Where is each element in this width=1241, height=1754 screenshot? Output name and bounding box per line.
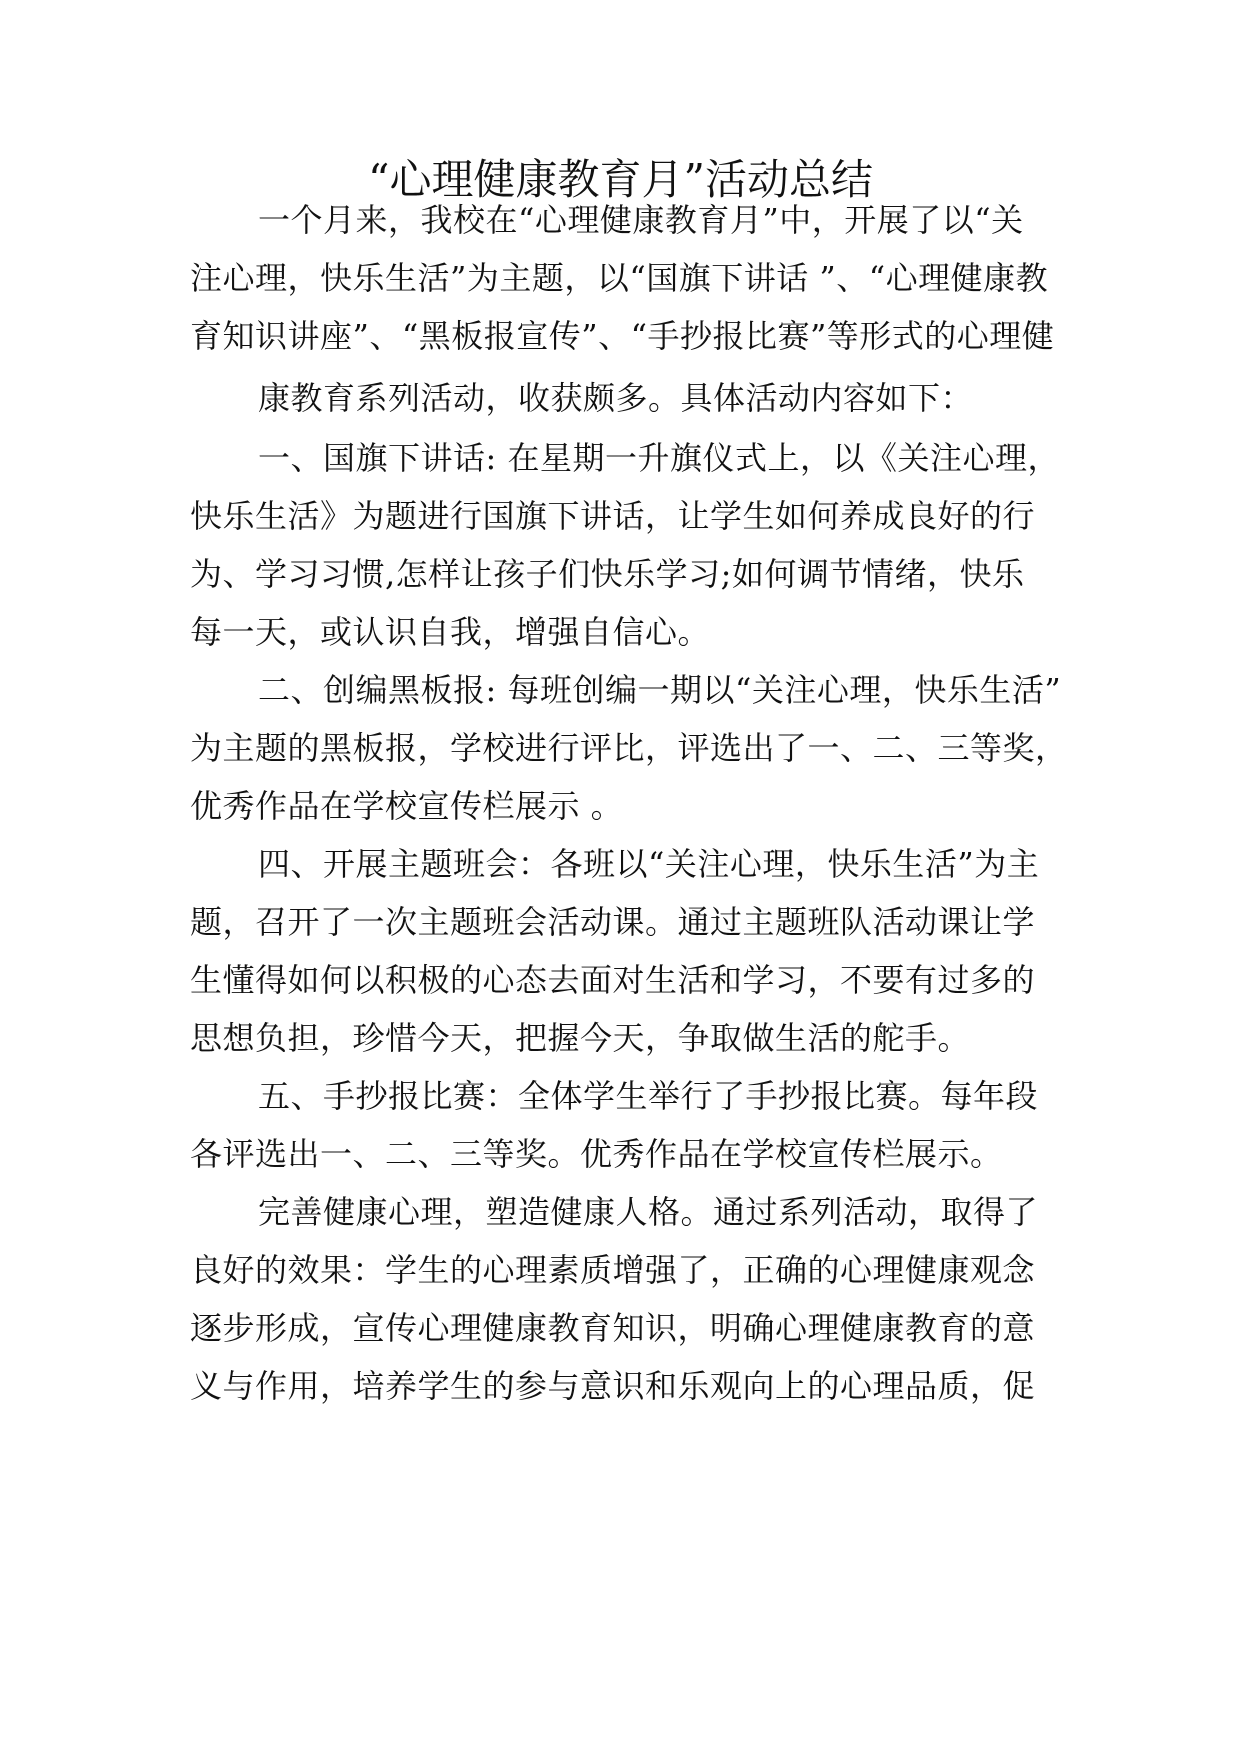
text-line: 快乐生活》为题进行国旗下讲话，让学生如何养成良好的行 [190,497,1036,535]
text-line: 良好的效果：学生的心理素质增强了，正确的心理健康观念 [190,1251,1036,1289]
text-line: 康教育系列活动，收获颇多。具体活动内容如下： [258,379,974,417]
text-line: 注心理，快乐生活”为主题，以“国旗下讲话 ”、“心理健康教 [190,259,1049,297]
text-line: 义与作用，培养学生的参与意识和乐观向上的心理品质，促 [190,1367,1036,1405]
text-line: 为主题的黑板报，学校进行评比，评选出了一、二、三等奖， [190,729,1068,767]
text-line: 思想负担，珍惜今天，把握今天，争取做生活的舵手。 [190,1019,971,1057]
page-title: “心理健康教育月”活动总结 [368,155,873,204]
text-line: 完善健康心理，塑造健康人格。通过系列活动，取得了 [258,1193,1039,1231]
text-line: 育知识讲座”、“黑板报宣传”、“手抄报比赛”等形式的心理健 [190,317,1055,355]
text-line: 二、创编黑板报: 每班创编一期以“关注心理，快乐生活” [258,671,1062,709]
text-line: 优秀作品在学校宣传栏展示 。 [190,787,624,825]
text-line: 题，召开了一次主题班会活动课。通过主题班队活动课让学 [190,903,1036,941]
text-line: 生懂得如何以积极的心态去面对生活和学习，不要有过多的 [190,961,1036,999]
text-line: 逐步形成，宣传心理健康教育知识，明确心理健康教育的意 [190,1309,1036,1347]
text-line: 为、学习习惯,怎样让孩子们快乐学习;如何调节情绪，快乐 [190,555,1025,593]
text-line: 四、开展主题班会：各班以“关注心理，快乐生活”为主 [258,845,1040,883]
text-line: 每一天，或认识自我，增强自信心。 [190,613,711,651]
text-line: 一个月来，我校在“心理健康教育月”中，开展了以“关 [258,201,1024,239]
text-line: 各评选出一、二、三等奖。优秀作品在学校宣传栏展示。 [190,1135,1003,1173]
text-line: 五、手抄报比赛：全体学生举行了手抄报比赛。每年段 [258,1077,1039,1115]
text-line: 一、国旗下讲话: 在星期一升旗仪式上，以《关注心理， [258,439,1060,477]
